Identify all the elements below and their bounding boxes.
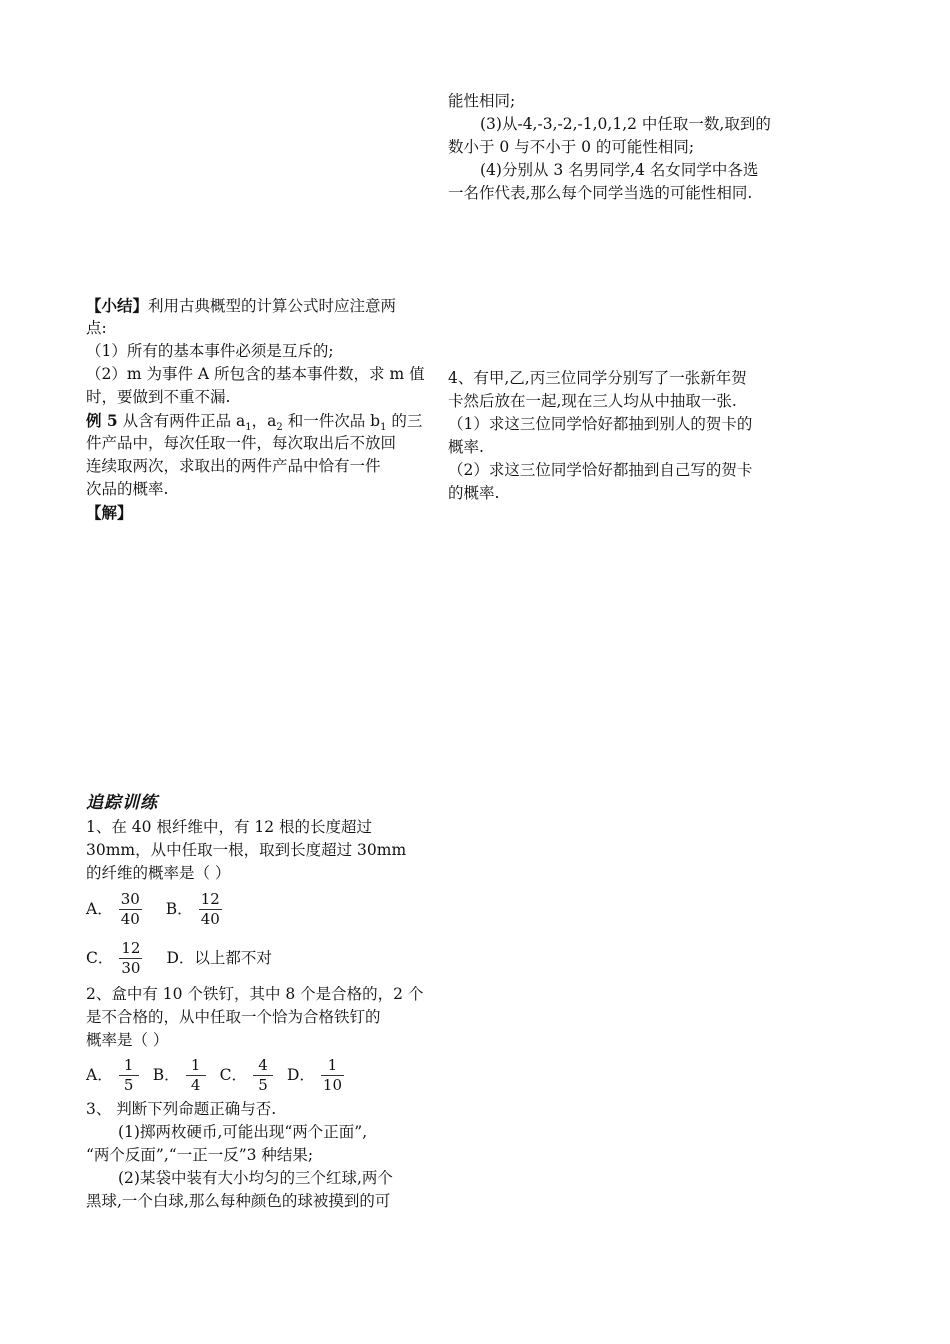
text-line: 4、有甲,乙,丙三位同学分别写了一张新年贺 xyxy=(448,369,747,387)
text-line: 的概率. xyxy=(448,484,500,502)
text-line: 是不合格的，从中任取一个恰为合格铁钉的 xyxy=(86,1008,381,1026)
section-title: 追踪训练 xyxy=(86,793,158,813)
denominator: 10 xyxy=(322,1075,342,1094)
text-line: 数小于 0 与不小于 0 的可能性相同; xyxy=(448,138,695,156)
example5-text: 的三 xyxy=(386,412,423,430)
tracking-training-block xyxy=(86,790,426,1213)
text-line: 黑球,一个白球,那么每种颜色的球被摸到的可 xyxy=(86,1192,391,1210)
numerator: 1 xyxy=(123,1055,134,1074)
q1-options-cd xyxy=(86,933,426,983)
text-line: “两个反面”,“一正一反”3 种结果; xyxy=(86,1146,314,1164)
text-line: 2、盒中有 10 个铁钉，其中 8 个是合格的，2 个 xyxy=(86,985,424,1003)
fraction xyxy=(119,939,142,978)
text-line: (4)分别从 3 名男同学,4 名女同学中各选 xyxy=(480,161,759,179)
fraction xyxy=(199,890,222,929)
text-line: （2）求这三位同学恰好都抽到自己写的贺卡 xyxy=(448,461,753,479)
example5-text: ，a xyxy=(251,412,277,430)
denominator: 4 xyxy=(190,1075,201,1094)
subscript: 2 xyxy=(276,422,283,434)
text-line: (3)从-4,-3,-2,-1,0,1,2 中任取一数,取到的 xyxy=(480,115,771,133)
fraction xyxy=(119,890,142,929)
text-line: 点: xyxy=(86,319,107,337)
q2-options xyxy=(86,1052,426,1098)
question-4-block xyxy=(448,367,788,505)
option-label: B． xyxy=(152,1065,180,1084)
fraction xyxy=(321,1056,344,1095)
option-label: A． xyxy=(86,1065,113,1084)
q1-options-ab xyxy=(86,885,426,933)
denominator: 5 xyxy=(258,1075,268,1094)
numerator: 30 xyxy=(120,889,140,908)
text-line: 件产品中，每次任取一件，每次取出后不放回 xyxy=(86,434,397,452)
denominator: 40 xyxy=(120,909,140,928)
option-label: C． xyxy=(86,948,114,967)
text-line: (1)掷两枚硬币,可能出现“两个正面”, xyxy=(118,1123,368,1141)
text-line: 30mm，从中任取一根，取到长度超过 30mm xyxy=(86,841,407,859)
text-line: 3、 判断下列命题正确与否. xyxy=(86,1100,277,1118)
summary-heading: 【小结】 xyxy=(86,296,149,315)
example5-text: 和一件次品 b xyxy=(282,412,381,430)
subscript: 1 xyxy=(380,422,387,434)
example5-label: 例 5 xyxy=(86,411,118,430)
text-line: (2)某袋中装有大小均匀的三个红球,两个 xyxy=(118,1169,393,1187)
numerator: 12 xyxy=(121,938,141,957)
numerator: 1 xyxy=(327,1055,338,1074)
solution-heading: 【解】 xyxy=(86,503,133,522)
summary-block xyxy=(86,294,426,524)
text-line: 卡然后放在一起,现在三人均从中抽取一张. xyxy=(448,392,737,410)
denominator: 5 xyxy=(123,1075,134,1094)
numerator: 1 xyxy=(190,1055,201,1074)
text-line: （2）m 为事件 A 所包含的基本事件数，求 m 值 xyxy=(86,365,425,383)
fraction xyxy=(186,1056,206,1095)
summary-heading-line xyxy=(86,294,426,317)
fraction xyxy=(119,1056,139,1095)
numerator: 12 xyxy=(200,889,220,908)
denominator: 30 xyxy=(121,958,141,977)
text-line: 次品的概率. xyxy=(86,480,169,498)
text-line: 一名作代表,那么每个同学当选的可能性相同. xyxy=(448,184,753,202)
text-line: 概率是（ ） xyxy=(86,1031,169,1049)
option-label: B． xyxy=(165,899,193,918)
text-line: （1）求这三位同学恰好都抽到别人的贺卡的 xyxy=(448,415,753,433)
option-label: D．以上都不对 xyxy=(166,948,272,967)
example5-text: 从含有两件正品 a xyxy=(117,412,246,430)
text-line: 1、在 40 根纤维中，有 12 根的长度超过 xyxy=(86,818,373,836)
text-line: （1）所有的基本事件必须是互斥的; xyxy=(86,342,334,360)
text-line: 概率. xyxy=(448,438,484,456)
option-label: C． xyxy=(219,1065,247,1084)
example5-line xyxy=(86,409,426,432)
text-line: 连续取两次，求取出的两件产品中恰有一件 xyxy=(86,457,381,475)
denominator: 40 xyxy=(200,909,220,928)
subscript: 1 xyxy=(245,422,252,434)
text-line: 的纤维的概率是（ ） xyxy=(86,864,231,882)
right-top-block xyxy=(448,90,788,205)
text-line: 能性相同; xyxy=(448,92,516,110)
option-label: D． xyxy=(286,1065,315,1084)
text-line: 时，要做到不重不漏. xyxy=(86,388,231,406)
option-label: A． xyxy=(86,899,113,918)
summary-text: 利用古典概型的计算公式时应注意两 xyxy=(148,297,397,315)
fraction xyxy=(253,1056,273,1095)
numerator: 4 xyxy=(258,1055,268,1074)
